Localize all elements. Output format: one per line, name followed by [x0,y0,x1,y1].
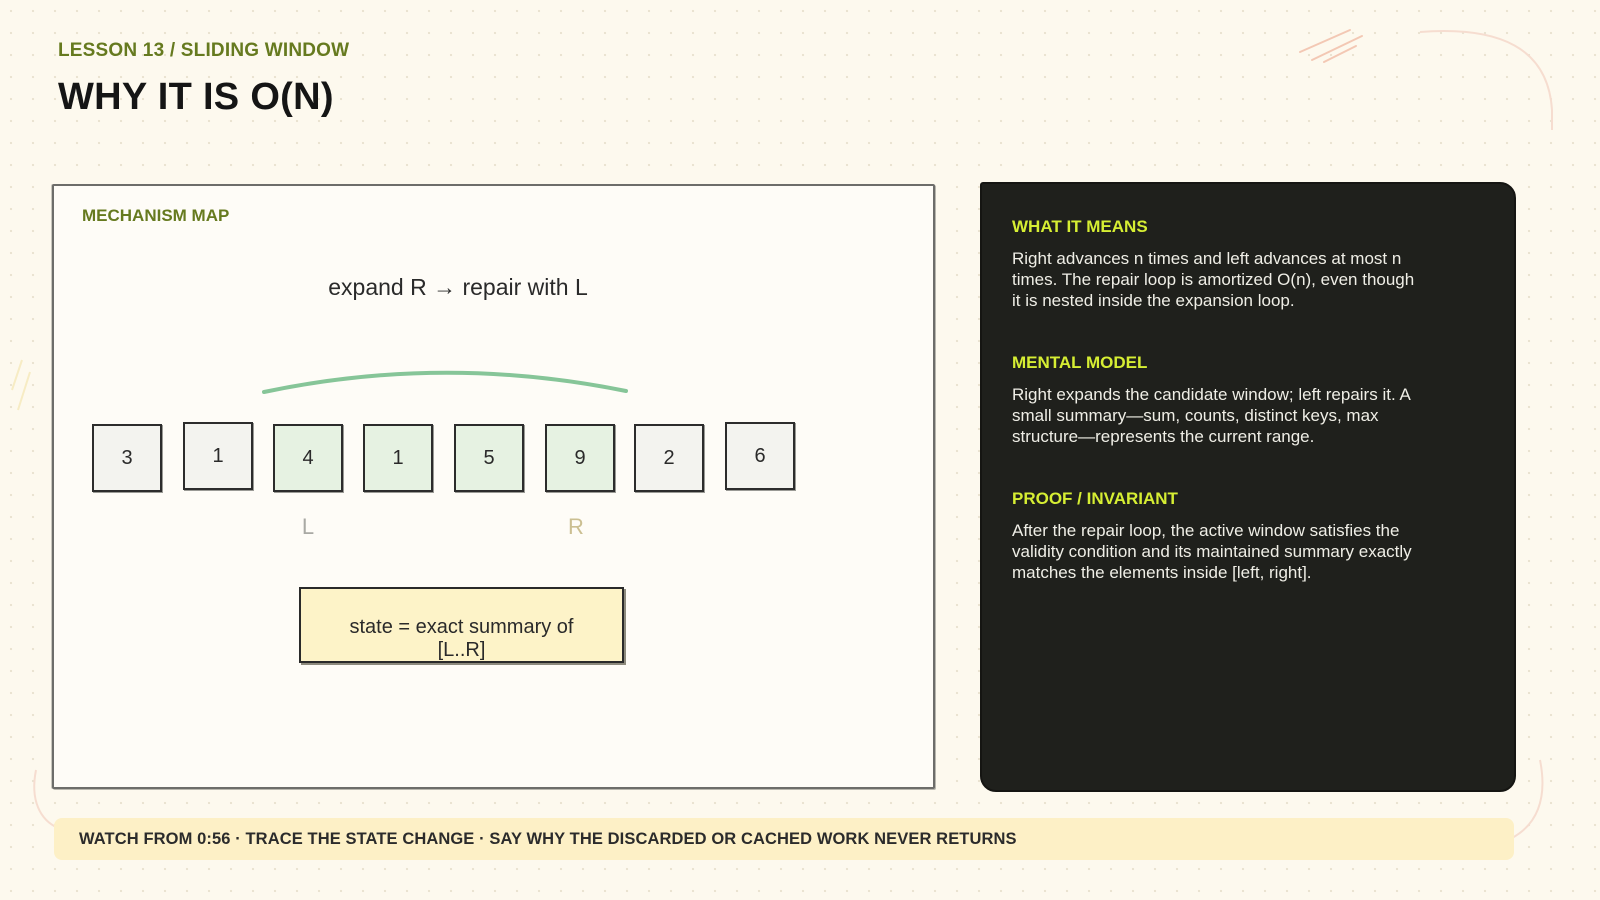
array-cell-window: 5 [454,424,524,492]
left-pointer-label: L [301,514,315,539]
array-cell: 3 [92,424,162,492]
mechanism-map-heading: MECHANISM MAP [82,206,230,225]
array-cell-window: 4 [273,424,343,492]
array-cell-window: 9 [545,424,615,492]
right-pointer-label: R [568,514,584,539]
array-cell: 2 [634,424,704,492]
mental-model-heading: MENTAL MODEL [1012,353,1148,372]
what-it-means-heading: WHAT IT MEANS [1012,217,1148,236]
lesson-kicker: LESSON 13 / SLIDING WINDOW [58,40,350,61]
what-it-means-body: Right advances n times and left advances at most n times. The repair loop is amortized O(n), even though it is nested inside the expansion loop. [1012,249,1415,310]
state-summary-box [299,587,624,663]
proof-invariant-heading: PROOF / INVARIANT [1012,489,1178,508]
flow-label: expand R → repair with L [328,274,588,300]
mechanism-map-panel [52,184,935,789]
array-cell-window: 1 [363,424,433,492]
proof-invariant-body: After the repair loop, the active window satisfies the validity condition and its maintained summary exactly matches the elements inside [left, right]. [1012,521,1412,582]
mental-model-body: Right expands the candidate window; left repairs it. A small summary—sum, counts, distinct keys, max structure—represents the current range. [1012,385,1410,446]
array-cell: 6 [725,422,795,490]
page-title: WHY IT IS O(N) [58,76,334,118]
array-cell: 1 [183,422,253,490]
explanation-panel [980,182,1516,792]
state-summary-text: state = exact summary of [L..R] [349,616,574,661]
footer-instruction-text: WATCH FROM 0:56 · TRACE THE STATE CHANGE · SAY WHY THE DISCARDED OR CACHED WORK NEVER RETURNS [79,829,1017,848]
footer-instruction-bar [54,818,1514,860]
